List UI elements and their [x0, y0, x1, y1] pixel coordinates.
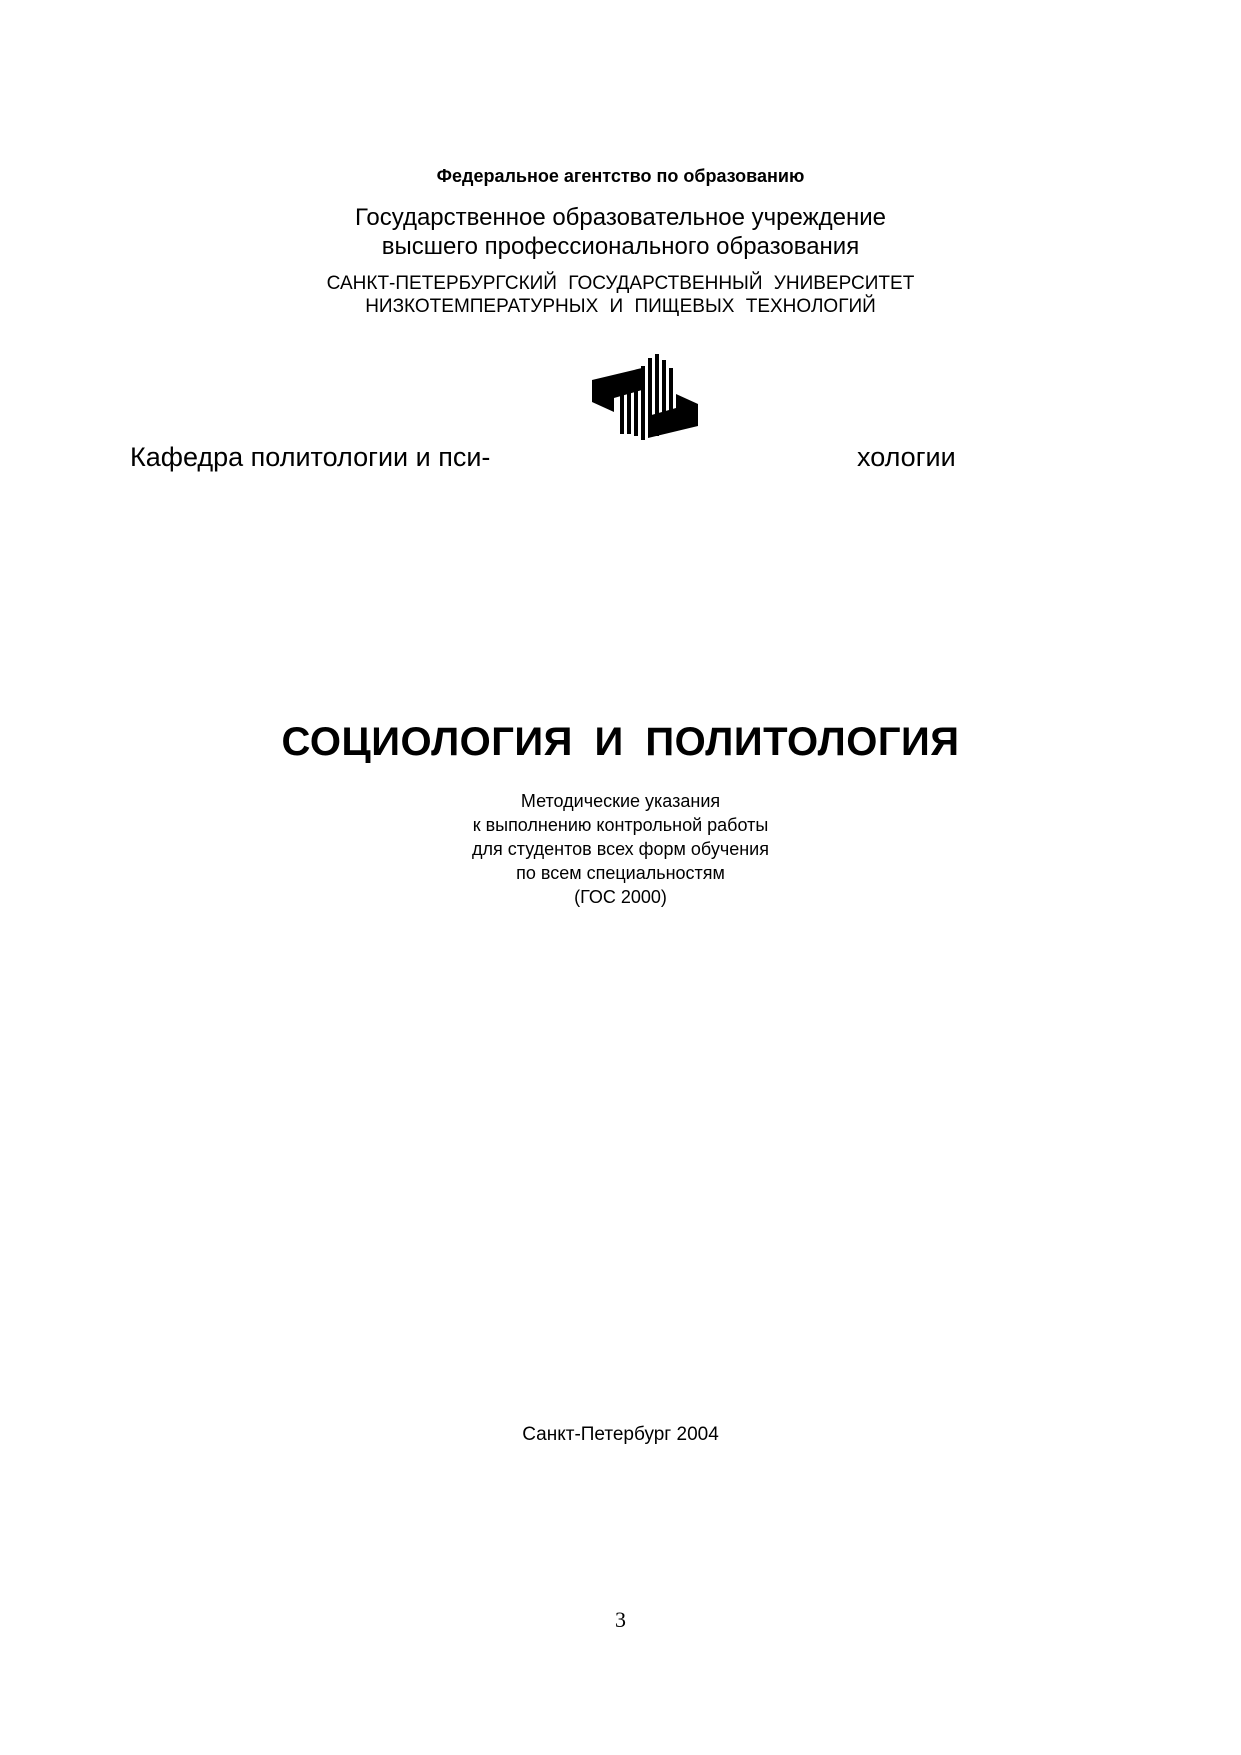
document-title: СОЦИОЛОГИЯ И ПОЛИТОЛОГИЯ	[281, 720, 960, 764]
city-year: Санкт-Петербург 2004	[522, 1424, 719, 1445]
subtitle-line: для студентов всех форм обучения	[472, 839, 769, 859]
subtitle-line: (ГОС 2000)	[574, 887, 667, 907]
subtitle-line: Методические указания	[520, 791, 721, 811]
university-name-line2: НИЗКОТЕМПЕРАТУРНЫХ И ПИЩЕВЫХ ТЕХНОЛОГИЙ	[365, 296, 876, 317]
university-name-line1: САНКТ-ПЕТЕРБУРГСКИЙ ГОСУДАРСТВЕННЫЙ УНИВЕРСИТЕТ	[326, 273, 915, 294]
department-name-part2: хологии	[857, 442, 956, 472]
agency-name: Федеральное агентство по образованию	[436, 166, 805, 186]
subtitle-line: к выполнению контрольной работы	[472, 815, 769, 835]
university-logo-icon	[590, 350, 700, 456]
department-name-part1: Кафедра политологии и пси-	[130, 442, 491, 472]
subtitle-line: по всем специальностям	[516, 863, 725, 883]
page-number: 3	[615, 1607, 626, 1632]
institution-type-line1: Государственное образовательное учреждение	[355, 204, 886, 231]
institution-type-line2: высшего профессионального образования	[381, 233, 860, 260]
